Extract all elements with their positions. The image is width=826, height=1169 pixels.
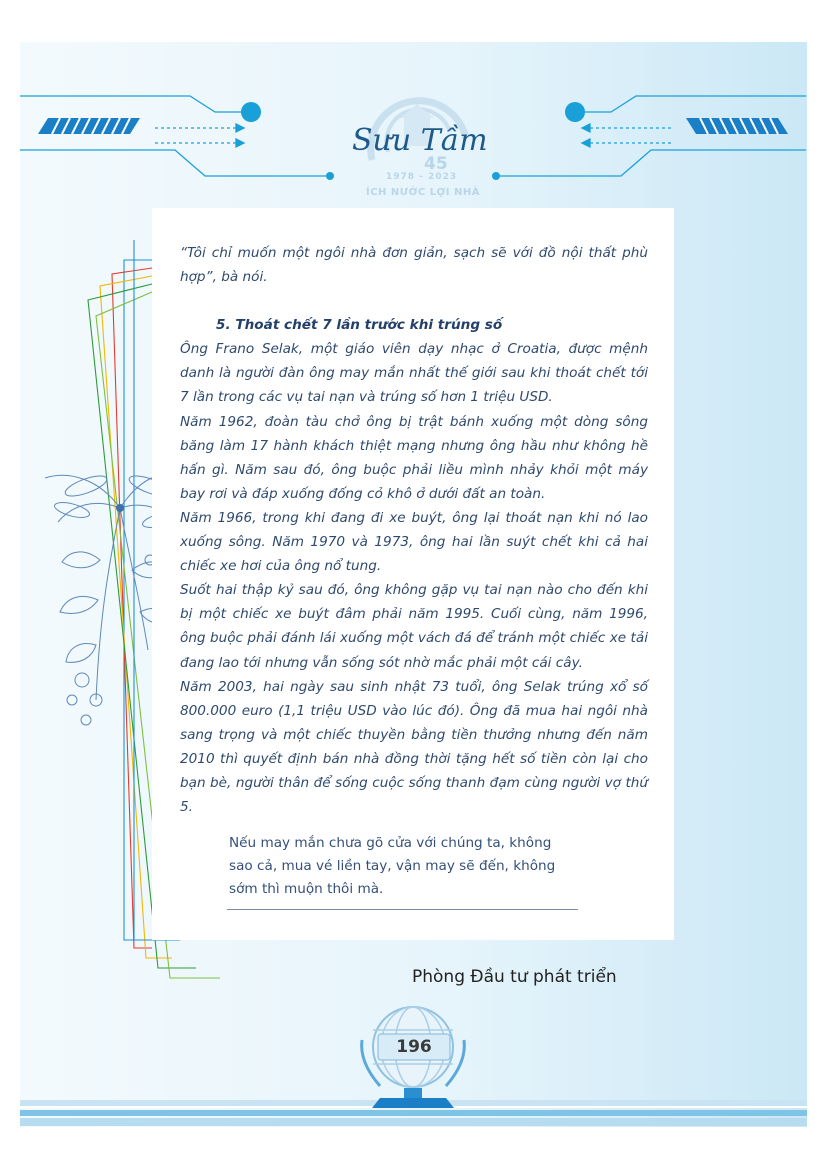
- paragraph-gap: [180, 289, 648, 313]
- logo-motto: ÍCH NƯỚC LỢI NHÀ: [366, 187, 480, 198]
- section-heading: 5. Thoát chết 7 lần trước khi trúng số: [216, 317, 503, 334]
- article-body: [180, 241, 648, 819]
- article-paragraph: Năm 1966, trong khi đang đi xe buýt, ông lại thoát nạn khi nó lao xuống sông. Năm 1970 và 1973, ông hai lần suýt chết khi cả hai chiếc xe hơi của ông nổ tung.: [180, 509, 648, 575]
- logo-anniversary-years: 1978 - 2023: [386, 172, 458, 182]
- closing-note-divider: [227, 909, 578, 910]
- article-paragraph: Năm 2003, hai ngày sau sinh nhật 73 tuổi, ông Selak trúng xổ số 800.000 euro (1,1 triệu USD vào lúc đó). Ông đã mua hai ngôi nhà sang trọng và một chiếc thuyền bằng tiền thưởng nhưng đến năm 2010 thì quyết định bán nhà đồng thời tặng hết số tiền còn lại cho bạn bè, người thân để sống cuộc sống thanh đạm cùng người vợ thứ 5.: [180, 678, 648, 816]
- article-paragraph: Năm 1962, đoàn tàu chở ông bị trật bánh xuống một dòng sông băng làm 17 hành khách thiệt mạng nhưng ông hầu như không hề hấn gì. Năm sau đó, ông buộc phải liều mình nhảy khỏi một máy bay rơi và đáp xuống đống cỏ khô ở dưới đất an toàn.: [180, 413, 648, 502]
- header-circuit-left-icon: [20, 96, 330, 176]
- header-dot-right-icon: [565, 102, 585, 122]
- article-paragraph: Ông Frano Selak, một giáo viên dạy nhạc ở Croatia, được mệnh danh là người đàn ông may mắn nhất thế giới sau khi thoát chết tới 7 lần trong các vụ tai nạn và trúng số hơn 1 triệu USD.: [180, 341, 648, 406]
- logo-anniversary-number: 45: [424, 154, 448, 174]
- section-title: Sưu Tầm: [352, 123, 488, 158]
- page-number: 196: [396, 1037, 432, 1057]
- header-dot-left-icon: [241, 102, 261, 122]
- header-circuit-right-icon: [496, 96, 806, 176]
- article-paragraph: Suốt hai thập kỷ sau đó, ông không gặp vụ tai nạn nào cho đến khi bị một chiếc xe buýt đâm phải năm 1995. Cuối cùng, năm 1996, ông buộc phải đánh lái xuống một vách đá để tránh một chiếc xe tải đang lao tới nhưng vẫn sống sót nhờ mắc phải một cái cây.: [180, 582, 648, 671]
- intro-quote: “Tôi chỉ muốn một ngôi nhà đơn giản, sạch sẽ với đồ nội thất phù hợp”, bà nói.: [180, 245, 648, 286]
- closing-note: Nếu may mắn chưa gõ cửa với chúng ta, không sao cả, mua vé liền tay, vận may sẽ đến, không sớm thì muộn thôi mà.: [229, 835, 556, 897]
- author-signature: Phòng Đầu tư phát triển: [412, 967, 617, 987]
